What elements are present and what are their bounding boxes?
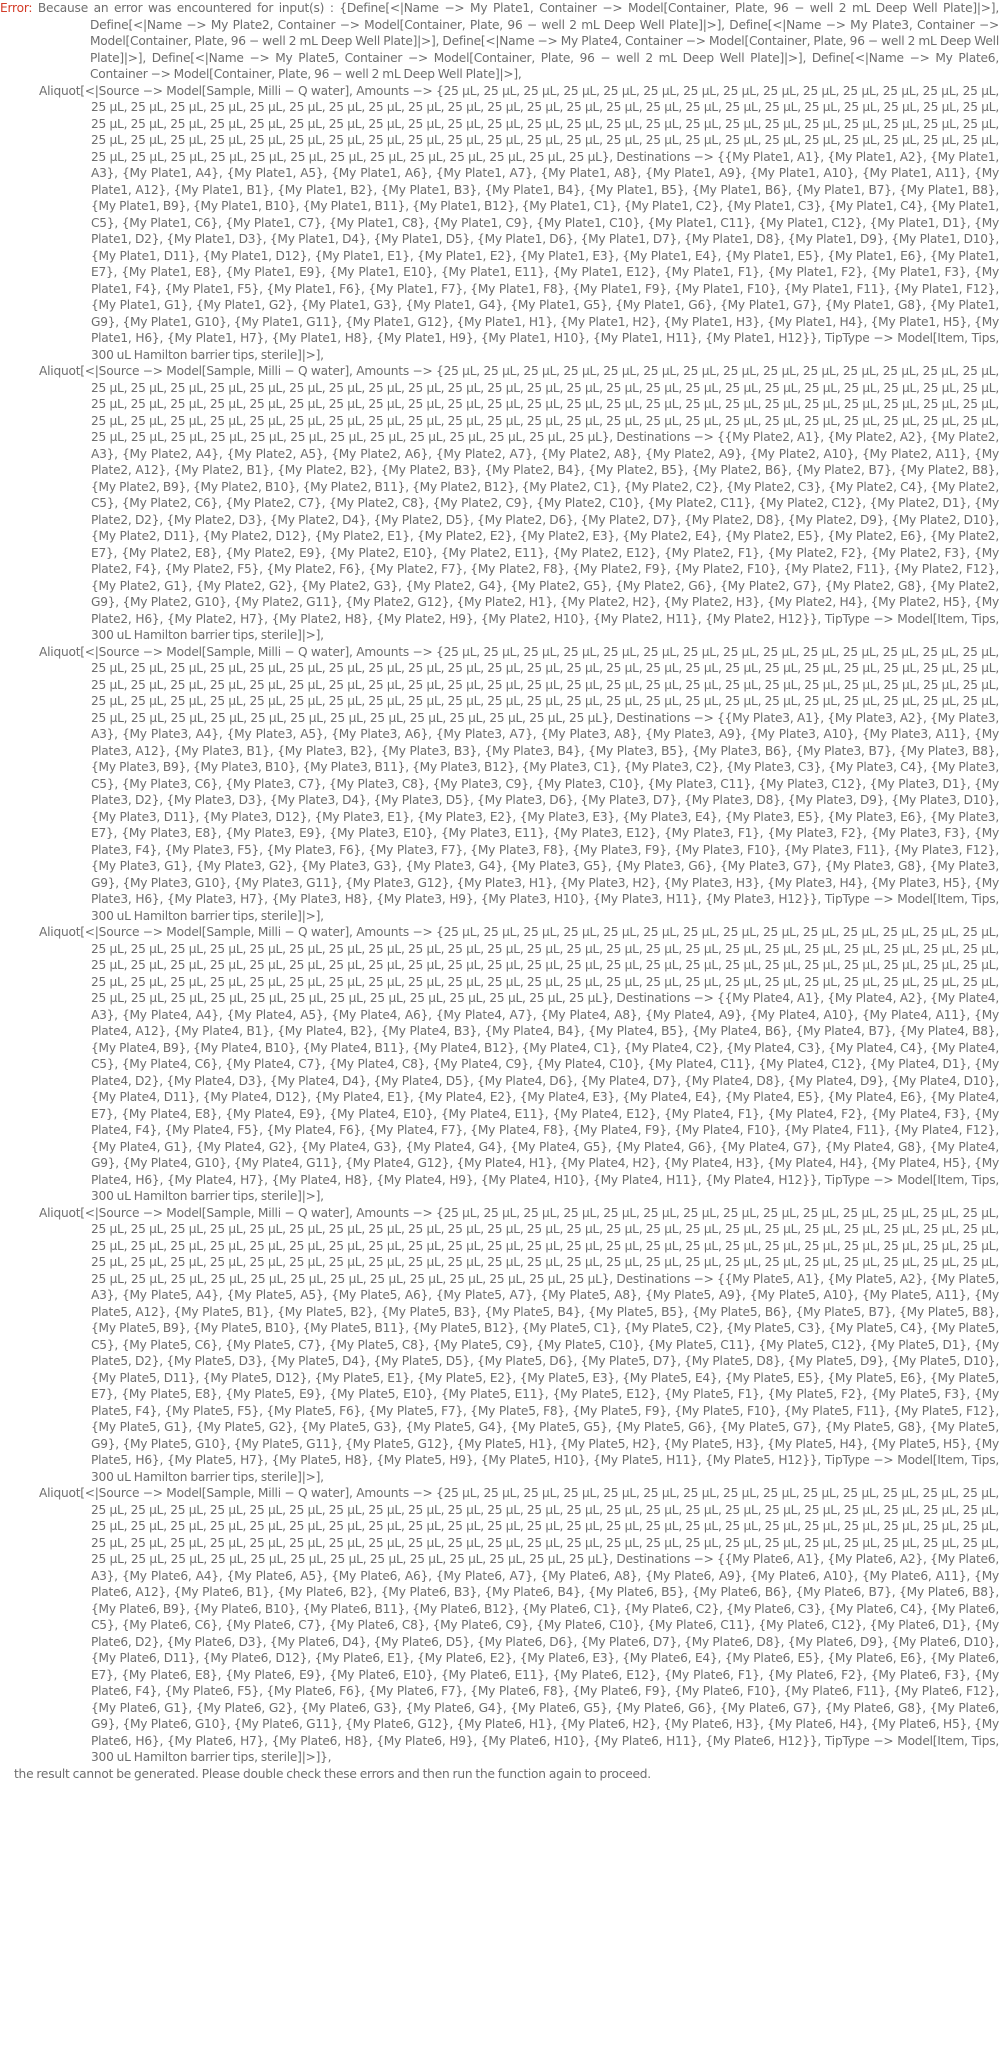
aliquot-primitive: Aliquot[<|Source −> Model[Sample, Milli − Q water], Amounts −> {25 μL, 25 μL, 25 μL, 25 μL, 25 μL, 25 μL, 25 μL, 25 μL, 25 μL, 25 μL, 25 μL, 25 μL, 25 μL, 25 μL, 25 μL, 25 μL, 25 μL, 25 μL, 25 μL, 25 μL, 25 μL, 25 μL, 25 μL, 25 μL, 25 μL, 25 μL, 25 μL, 25 μL, 25 μL, 25 μL, 25 μL, 25 μL, 25 μL, 25 μL, 25 μL, 25 μL, 25 μL, 25 μL, 25 μL, 25 μL, 25 μL, 25 μL, 25 μL, 25 μL, 25 μL, 25 μL, 25 μL, 25 μL, 25 μL, 25 μL, 25 μL, 25 μL, 25 μL, 25 μL, 25 μL, 25 μL, 25 μL, 25 μL, 25 μL, 25 μL, 25 μL, 25 μL, 25 μL, 25 μL, 25 μL, 25 μL, 25 μL, 25 μL, 25 μL, 25 μL, 25 μL, 25 μL, 25 μL, 25 μL, 25 μL, 25 μL, 25 μL, 25 μL, 25 μL, 25 μL, 25 μL, 25 μL, 25 μL, 25 μL, 25 μL, 25 μL, 25 μL, 25 μL, 25 μL, 25 μL, 25 μL, 25 μL, 25 μL, 25 μL, 25 μL, 25 μL}, Destinations −> {{My Plate3, A1}, {My Plate3, A2}, {My Plate3, A3}, {My Plate3, A4}, {My Plate3, A5}, {My Plate3, A6}, {My Plate3, A7}, {My Plate3, A8}, {My Plate3, A9}, {My Plate3, A10}, {My Plate3, A11}, {My Plate3, A12}, {My Plate3, B1}, {My Plate3, B2}, {My Plate3, B3}, {My Plate3, B4}, {My Plate3, B5}, {My Plate3, B6}, {My Plate3, B7}, {My Plate3, B8}, {My Plate3, B9}, {My Plate3, B10}, {My Plate3, B11}, {My Plate3, B12}, {My Plate3, C1}, {My Plate3, C2}, {My Plate3, C3}, {My Plate3, C4}, {My Plate3, C5}, {My Plate3, C6}, {My Plate3, C7}, {My Plate3, C8}, {My Plate3, C9}, {My Plate3, C10}, {My Plate3, C11}, {My Plate3, C12}, {My Plate3, D1}, {My Plate3, D2}, {My Plate3, D3}, {My Plate3, D4}, {My Plate3, D5}, {My Plate3, D6}, {My Plate3, D7}, {My Plate3, D8}, {My Plate3, D9}, {My Plate3, D10}, {My Plate3, D11}, {My Plate3, D12}, {My Plate3, E1}, {My Plate3, E2}, {My Plate3, E3}, {My Plate3, E4}, {My Plate3, E5}, {My Plate3, E6}, {My Plate3, E7}, {My Plate3, E8}, {My Plate3, E9}, {My Plate3, E10}, {My Plate3, E11}, {My Plate3, E12}, {My Plate3, F1}, {My Plate3, F2}, {My Plate3, F3}, {My Plate3, F4}, {My Plate3, F5}, {My Plate3, F6}, {My Plate3, F7}, {My Plate3, F8}, {My Plate3, F9}, {My Plate3, F10}, {My Plate3, F11}, {My Plate3, F12}, {My Plate3, G1}, {My Plate3, G2}, {My Plate3, G3}, {My Plate3, G4}, {My Plate3, G5}, {My Plate3, G6}, {My Plate3, G7}, {My Plate3, G8}, {My Plate3, G9}, {My Plate3, G10}, {My Plate3, G11}, {My Plate3, G12}, {My Plate3, H1}, {My Plate3, H2}, {My Plate3, H3}, {My Plate3, H4}, {My Plate3, H5}, {My Plate3, H6}, {My Plate3, H7}, {My Plate3, H8}, {My Plate3, H9}, {My Plate3, H10}, {My Plate3, H11}, {My Plate3, H12}}, TipType −> Model[Item, Tips, 300 uL Hamilton barrier tips, sterile]|>], — [39, 644, 999, 923]
error-label: Error: — [0, 1, 33, 15]
aliquot-primitive: Aliquot[<|Source −> Model[Sample, Milli − Q water], Amounts −> {25 μL, 25 μL, 25 μL, 25 μL, 25 μL, 25 μL, 25 μL, 25 μL, 25 μL, 25 μL, 25 μL, 25 μL, 25 μL, 25 μL, 25 μL, 25 μL, 25 μL, 25 μL, 25 μL, 25 μL, 25 μL, 25 μL, 25 μL, 25 μL, 25 μL, 25 μL, 25 μL, 25 μL, 25 μL, 25 μL, 25 μL, 25 μL, 25 μL, 25 μL, 25 μL, 25 μL, 25 μL, 25 μL, 25 μL, 25 μL, 25 μL, 25 μL, 25 μL, 25 μL, 25 μL, 25 μL, 25 μL, 25 μL, 25 μL, 25 μL, 25 μL, 25 μL, 25 μL, 25 μL, 25 μL, 25 μL, 25 μL, 25 μL, 25 μL, 25 μL, 25 μL, 25 μL, 25 μL, 25 μL, 25 μL, 25 μL, 25 μL, 25 μL, 25 μL, 25 μL, 25 μL, 25 μL, 25 μL, 25 μL, 25 μL, 25 μL, 25 μL, 25 μL, 25 μL, 25 μL, 25 μL, 25 μL, 25 μL, 25 μL, 25 μL, 25 μL, 25 μL, 25 μL, 25 μL, 25 μL, 25 μL, 25 μL, 25 μL, 25 μL, 25 μL, 25 μL}, Destinations −> {{My Plate5, A1}, {My Plate5, A2}, {My Plate5, A3}, {My Plate5, A4}, {My Plate5, A5}, {My Plate5, A6}, {My Plate5, A7}, {My Plate5, A8}, {My Plate5, A9}, {My Plate5, A10}, {My Plate5, A11}, {My Plate5, A12}, {My Plate5, B1}, {My Plate5, B2}, {My Plate5, B3}, {My Plate5, B4}, {My Plate5, B5}, {My Plate5, B6}, {My Plate5, B7}, {My Plate5, B8}, {My Plate5, B9}, {My Plate5, B10}, {My Plate5, B11}, {My Plate5, B12}, {My Plate5, C1}, {My Plate5, C2}, {My Plate5, C3}, {My Plate5, C4}, {My Plate5, C5}, {My Plate5, C6}, {My Plate5, C7}, {My Plate5, C8}, {My Plate5, C9}, {My Plate5, C10}, {My Plate5, C11}, {My Plate5, C12}, {My Plate5, D1}, {My Plate5, D2}, {My Plate5, D3}, {My Plate5, D4}, {My Plate5, D5}, {My Plate5, D6}, {My Plate5, D7}, {My Plate5, D8}, {My Plate5, D9}, {My Plate5, D10}, {My Plate5, D11}, {My Plate5, D12}, {My Plate5, E1}, {My Plate5, E2}, {My Plate5, E3}, {My Plate5, E4}, {My Plate5, E5}, {My Plate5, E6}, {My Plate5, E7}, {My Plate5, E8}, {My Plate5, E9}, {My Plate5, E10}, {My Plate5, E11}, {My Plate5, E12}, {My Plate5, F1}, {My Plate5, F2}, {My Plate5, F3}, {My Plate5, F4}, {My Plate5, F5}, {My Plate5, F6}, {My Plate5, F7}, {My Plate5, F8}, {My Plate5, F9}, {My Plate5, F10}, {My Plate5, F11}, {My Plate5, F12}, {My Plate5, G1}, {My Plate5, G2}, {My Plate5, G3}, {My Plate5, G4}, {My Plate5, G5}, {My Plate5, G6}, {My Plate5, G7}, {My Plate5, G8}, {My Plate5, G9}, {My Plate5, G10}, {My Plate5, G11}, {My Plate5, G12}, {My Plate5, H1}, {My Plate5, H2}, {My Plate5, H3}, {My Plate5, H4}, {My Plate5, H5}, {My Plate5, H6}, {My Plate5, H7}, {My Plate5, H8}, {My Plate5, H9}, {My Plate5, H10}, {My Plate5, H11}, {My Plate5, H12}}, TipType −> Model[Item, Tips, 300 uL Hamilton barrier tips, sterile]|>], — [39, 1205, 999, 1484]
aliquot-primitive: Aliquot[<|Source −> Model[Sample, Milli − Q water], Amounts −> {25 μL, 25 μL, 25 μL, 25 μL, 25 μL, 25 μL, 25 μL, 25 μL, 25 μL, 25 μL, 25 μL, 25 μL, 25 μL, 25 μL, 25 μL, 25 μL, 25 μL, 25 μL, 25 μL, 25 μL, 25 μL, 25 μL, 25 μL, 25 μL, 25 μL, 25 μL, 25 μL, 25 μL, 25 μL, 25 μL, 25 μL, 25 μL, 25 μL, 25 μL, 25 μL, 25 μL, 25 μL, 25 μL, 25 μL, 25 μL, 25 μL, 25 μL, 25 μL, 25 μL, 25 μL, 25 μL, 25 μL, 25 μL, 25 μL, 25 μL, 25 μL, 25 μL, 25 μL, 25 μL, 25 μL, 25 μL, 25 μL, 25 μL, 25 μL, 25 μL, 25 μL, 25 μL, 25 μL, 25 μL, 25 μL, 25 μL, 25 μL, 25 μL, 25 μL, 25 μL, 25 μL, 25 μL, 25 μL, 25 μL, 25 μL, 25 μL, 25 μL, 25 μL, 25 μL, 25 μL, 25 μL, 25 μL, 25 μL, 25 μL, 25 μL, 25 μL, 25 μL, 25 μL, 25 μL, 25 μL, 25 μL, 25 μL, 25 μL, 25 μL, 25 μL, 25 μL}, Destinations −> {{My Plate1, A1}, {My Plate1, A2}, {My Plate1, A3}, {My Plate1, A4}, {My Plate1, A5}, {My Plate1, A6}, {My Plate1, A7}, {My Plate1, A8}, {My Plate1, A9}, {My Plate1, A10}, {My Plate1, A11}, {My Plate1, A12}, {My Plate1, B1}, {My Plate1, B2}, {My Plate1, B3}, {My Plate1, B4}, {My Plate1, B5}, {My Plate1, B6}, {My Plate1, B7}, {My Plate1, B8}, {My Plate1, B9}, {My Plate1, B10}, {My Plate1, B11}, {My Plate1, B12}, {My Plate1, C1}, {My Plate1, C2}, {My Plate1, C3}, {My Plate1, C4}, {My Plate1, C5}, {My Plate1, C6}, {My Plate1, C7}, {My Plate1, C8}, {My Plate1, C9}, {My Plate1, C10}, {My Plate1, C11}, {My Plate1, C12}, {My Plate1, D1}, {My Plate1, D2}, {My Plate1, D3}, {My Plate1, D4}, {My Plate1, D5}, {My Plate1, D6}, {My Plate1, D7}, {My Plate1, D8}, {My Plate1, D9}, {My Plate1, D10}, {My Plate1, D11}, {My Plate1, D12}, {My Plate1, E1}, {My Plate1, E2}, {My Plate1, E3}, {My Plate1, E4}, {My Plate1, E5}, {My Plate1, E6}, {My Plate1, E7}, {My Plate1, E8}, {My Plate1, E9}, {My Plate1, E10}, {My Plate1, E11}, {My Plate1, E12}, {My Plate1, F1}, {My Plate1, F2}, {My Plate1, F3}, {My Plate1, F4}, {My Plate1, F5}, {My Plate1, F6}, {My Plate1, F7}, {My Plate1, F8}, {My Plate1, F9}, {My Plate1, F10}, {My Plate1, F11}, {My Plate1, F12}, {My Plate1, G1}, {My Plate1, G2}, {My Plate1, G3}, {My Plate1, G4}, {My Plate1, G5}, {My Plate1, G6}, {My Plate1, G7}, {My Plate1, G8}, {My Plate1, G9}, {My Plate1, G10}, {My Plate1, G11}, {My Plate1, G12}, {My Plate1, H1}, {My Plate1, H2}, {My Plate1, H3}, {My Plate1, H4}, {My Plate1, H5}, {My Plate1, H6}, {My Plate1, H7}, {My Plate1, H8}, {My Plate1, H9}, {My Plate1, H10}, {My Plate1, H11}, {My Plate1, H12}}, TipType −> Model[Item, Tips, 300 uL Hamilton barrier tips, sterile]|>], — [39, 83, 999, 362]
aliquot-primitive: Aliquot[<|Source −> Model[Sample, Milli − Q water], Amounts −> {25 μL, 25 μL, 25 μL, 25 μL, 25 μL, 25 μL, 25 μL, 25 μL, 25 μL, 25 μL, 25 μL, 25 μL, 25 μL, 25 μL, 25 μL, 25 μL, 25 μL, 25 μL, 25 μL, 25 μL, 25 μL, 25 μL, 25 μL, 25 μL, 25 μL, 25 μL, 25 μL, 25 μL, 25 μL, 25 μL, 25 μL, 25 μL, 25 μL, 25 μL, 25 μL, 25 μL, 25 μL, 25 μL, 25 μL, 25 μL, 25 μL, 25 μL, 25 μL, 25 μL, 25 μL, 25 μL, 25 μL, 25 μL, 25 μL, 25 μL, 25 μL, 25 μL, 25 μL, 25 μL, 25 μL, 25 μL, 25 μL, 25 μL, 25 μL, 25 μL, 25 μL, 25 μL, 25 μL, 25 μL, 25 μL, 25 μL, 25 μL, 25 μL, 25 μL, 25 μL, 25 μL, 25 μL, 25 μL, 25 μL, 25 μL, 25 μL, 25 μL, 25 μL, 25 μL, 25 μL, 25 μL, 25 μL, 25 μL, 25 μL, 25 μL, 25 μL, 25 μL, 25 μL, 25 μL, 25 μL, 25 μL, 25 μL, 25 μL, 25 μL, 25 μL, 25 μL}, Destinations −> {{My Plate6, A1}, {My Plate6, A2}, {My Plate6, A3}, {My Plate6, A4}, {My Plate6, A5}, {My Plate6, A6}, {My Plate6, A7}, {My Plate6, A8}, {My Plate6, A9}, {My Plate6, A10}, {My Plate6, A11}, {My Plate6, A12}, {My Plate6, B1}, {My Plate6, B2}, {My Plate6, B3}, {My Plate6, B4}, {My Plate6, B5}, {My Plate6, B6}, {My Plate6, B7}, {My Plate6, B8}, {My Plate6, B9}, {My Plate6, B10}, {My Plate6, B11}, {My Plate6, B12}, {My Plate6, C1}, {My Plate6, C2}, {My Plate6, C3}, {My Plate6, C4}, {My Plate6, C5}, {My Plate6, C6}, {My Plate6, C7}, {My Plate6, C8}, {My Plate6, C9}, {My Plate6, C10}, {My Plate6, C11}, {My Plate6, C12}, {My Plate6, D1}, {My Plate6, D2}, {My Plate6, D3}, {My Plate6, D4}, {My Plate6, D5}, {My Plate6, D6}, {My Plate6, D7}, {My Plate6, D8}, {My Plate6, D9}, {My Plate6, D10}, {My Plate6, D11}, {My Plate6, D12}, {My Plate6, E1}, {My Plate6, E2}, {My Plate6, E3}, {My Plate6, E4}, {My Plate6, E5}, {My Plate6, E6}, {My Plate6, E7}, {My Plate6, E8}, {My Plate6, E9}, {My Plate6, E10}, {My Plate6, E11}, {My Plate6, E12}, {My Plate6, F1}, {My Plate6, F2}, {My Plate6, F3}, {My Plate6, F4}, {My Plate6, F5}, {My Plate6, F6}, {My Plate6, F7}, {My Plate6, F8}, {My Plate6, F9}, {My Plate6, F10}, {My Plate6, F11}, {My Plate6, F12}, {My Plate6, G1}, {My Plate6, G2}, {My Plate6, G3}, {My Plate6, G4}, {My Plate6, G5}, {My Plate6, G6}, {My Plate6, G7}, {My Plate6, G8}, {My Plate6, G9}, {My Plate6, G10}, {My Plate6, G11}, {My Plate6, G12}, {My Plate6, H1}, {My Plate6, H2}, {My Plate6, H3}, {My Plate6, H4}, {My Plate6, H5}, {My Plate6, H6}, {My Plate6, H7}, {My Plate6, H8}, {My Plate6, H9}, {My Plate6, H10}, {My Plate6, H11}, {My Plate6, H12}}, TipType −> Model[Item, Tips, 300 uL Hamilton barrier tips, sterile]|>]}, — [39, 1486, 999, 1764]
aliquot-primitive: Aliquot[<|Source −> Model[Sample, Milli − Q water], Amounts −> {25 μL, 25 μL, 25 μL, 25 μL, 25 μL, 25 μL, 25 μL, 25 μL, 25 μL, 25 μL, 25 μL, 25 μL, 25 μL, 25 μL, 25 μL, 25 μL, 25 μL, 25 μL, 25 μL, 25 μL, 25 μL, 25 μL, 25 μL, 25 μL, 25 μL, 25 μL, 25 μL, 25 μL, 25 μL, 25 μL, 25 μL, 25 μL, 25 μL, 25 μL, 25 μL, 25 μL, 25 μL, 25 μL, 25 μL, 25 μL, 25 μL, 25 μL, 25 μL, 25 μL, 25 μL, 25 μL, 25 μL, 25 μL, 25 μL, 25 μL, 25 μL, 25 μL, 25 μL, 25 μL, 25 μL, 25 μL, 25 μL, 25 μL, 25 μL, 25 μL, 25 μL, 25 μL, 25 μL, 25 μL, 25 μL, 25 μL, 25 μL, 25 μL, 25 μL, 25 μL, 25 μL, 25 μL, 25 μL, 25 μL, 25 μL, 25 μL, 25 μL, 25 μL, 25 μL, 25 μL, 25 μL, 25 μL, 25 μL, 25 μL, 25 μL, 25 μL, 25 μL, 25 μL, 25 μL, 25 μL, 25 μL, 25 μL, 25 μL, 25 μL, 25 μL, 25 μL}, Destinations −> {{My Plate2, A1}, {My Plate2, A2}, {My Plate2, A3}, {My Plate2, A4}, {My Plate2, A5}, {My Plate2, A6}, {My Plate2, A7}, {My Plate2, A8}, {My Plate2, A9}, {My Plate2, A10}, {My Plate2, A11}, {My Plate2, A12}, {My Plate2, B1}, {My Plate2, B2}, {My Plate2, B3}, {My Plate2, B4}, {My Plate2, B5}, {My Plate2, B6}, {My Plate2, B7}, {My Plate2, B8}, {My Plate2, B9}, {My Plate2, B10}, {My Plate2, B11}, {My Plate2, B12}, {My Plate2, C1}, {My Plate2, C2}, {My Plate2, C3}, {My Plate2, C4}, {My Plate2, C5}, {My Plate2, C6}, {My Plate2, C7}, {My Plate2, C8}, {My Plate2, C9}, {My Plate2, C10}, {My Plate2, C11}, {My Plate2, C12}, {My Plate2, D1}, {My Plate2, D2}, {My Plate2, D3}, {My Plate2, D4}, {My Plate2, D5}, {My Plate2, D6}, {My Plate2, D7}, {My Plate2, D8}, {My Plate2, D9}, {My Plate2, D10}, {My Plate2, D11}, {My Plate2, D12}, {My Plate2, E1}, {My Plate2, E2}, {My Plate2, E3}, {My Plate2, E4}, {My Plate2, E5}, {My Plate2, E6}, {My Plate2, E7}, {My Plate2, E8}, {My Plate2, E9}, {My Plate2, E10}, {My Plate2, E11}, {My Plate2, E12}, {My Plate2, F1}, {My Plate2, F2}, {My Plate2, F3}, {My Plate2, F4}, {My Plate2, F5}, {My Plate2, F6}, {My Plate2, F7}, {My Plate2, F8}, {My Plate2, F9}, {My Plate2, F10}, {My Plate2, F11}, {My Plate2, F12}, {My Plate2, G1}, {My Plate2, G2}, {My Plate2, G3}, {My Plate2, G4}, {My Plate2, G5}, {My Plate2, G6}, {My Plate2, G7}, {My Plate2, G8}, {My Plate2, G9}, {My Plate2, G10}, {My Plate2, G11}, {My Plate2, G12}, {My Plate2, H1}, {My Plate2, H2}, {My Plate2, H3}, {My Plate2, H4}, {My Plate2, H5}, {My Plate2, H6}, {My Plate2, H7}, {My Plate2, H8}, {My Plate2, H9}, {My Plate2, H10}, {My Plate2, H11}, {My Plate2, H12}}, TipType −> Model[Item, Tips, 300 uL Hamilton barrier tips, sterile]|>], — [39, 364, 999, 642]
error-header — [0, 0, 999, 83]
aliquot-primitive: Aliquot[<|Source −> Model[Sample, Milli − Q water], Amounts −> {25 μL, 25 μL, 25 μL, 25 μL, 25 μL, 25 μL, 25 μL, 25 μL, 25 μL, 25 μL, 25 μL, 25 μL, 25 μL, 25 μL, 25 μL, 25 μL, 25 μL, 25 μL, 25 μL, 25 μL, 25 μL, 25 μL, 25 μL, 25 μL, 25 μL, 25 μL, 25 μL, 25 μL, 25 μL, 25 μL, 25 μL, 25 μL, 25 μL, 25 μL, 25 μL, 25 μL, 25 μL, 25 μL, 25 μL, 25 μL, 25 μL, 25 μL, 25 μL, 25 μL, 25 μL, 25 μL, 25 μL, 25 μL, 25 μL, 25 μL, 25 μL, 25 μL, 25 μL, 25 μL, 25 μL, 25 μL, 25 μL, 25 μL, 25 μL, 25 μL, 25 μL, 25 μL, 25 μL, 25 μL, 25 μL, 25 μL, 25 μL, 25 μL, 25 μL, 25 μL, 25 μL, 25 μL, 25 μL, 25 μL, 25 μL, 25 μL, 25 μL, 25 μL, 25 μL, 25 μL, 25 μL, 25 μL, 25 μL, 25 μL, 25 μL, 25 μL, 25 μL, 25 μL, 25 μL, 25 μL, 25 μL, 25 μL, 25 μL, 25 μL, 25 μL, 25 μL}, Destinations −> {{My Plate4, A1}, {My Plate4, A2}, {My Plate4, A3}, {My Plate4, A4}, {My Plate4, A5}, {My Plate4, A6}, {My Plate4, A7}, {My Plate4, A8}, {My Plate4, A9}, {My Plate4, A10}, {My Plate4, A11}, {My Plate4, A12}, {My Plate4, B1}, {My Plate4, B2}, {My Plate4, B3}, {My Plate4, B4}, {My Plate4, B5}, {My Plate4, B6}, {My Plate4, B7}, {My Plate4, B8}, {My Plate4, B9}, {My Plate4, B10}, {My Plate4, B11}, {My Plate4, B12}, {My Plate4, C1}, {My Plate4, C2}, {My Plate4, C3}, {My Plate4, C4}, {My Plate4, C5}, {My Plate4, C6}, {My Plate4, C7}, {My Plate4, C8}, {My Plate4, C9}, {My Plate4, C10}, {My Plate4, C11}, {My Plate4, C12}, {My Plate4, D1}, {My Plate4, D2}, {My Plate4, D3}, {My Plate4, D4}, {My Plate4, D5}, {My Plate4, D6}, {My Plate4, D7}, {My Plate4, D8}, {My Plate4, D9}, {My Plate4, D10}, {My Plate4, D11}, {My Plate4, D12}, {My Plate4, E1}, {My Plate4, E2}, {My Plate4, E3}, {My Plate4, E4}, {My Plate4, E5}, {My Plate4, E6}, {My Plate4, E7}, {My Plate4, E8}, {My Plate4, E9}, {My Plate4, E10}, {My Plate4, E11}, {My Plate4, E12}, {My Plate4, F1}, {My Plate4, F2}, {My Plate4, F3}, {My Plate4, F4}, {My Plate4, F5}, {My Plate4, F6}, {My Plate4, F7}, {My Plate4, F8}, {My Plate4, F9}, {My Plate4, F10}, {My Plate4, F11}, {My Plate4, F12}, {My Plate4, G1}, {My Plate4, G2}, {My Plate4, G3}, {My Plate4, G4}, {My Plate4, G5}, {My Plate4, G6}, {My Plate4, G7}, {My Plate4, G8}, {My Plate4, G9}, {My Plate4, G10}, {My Plate4, G11}, {My Plate4, G12}, {My Plate4, H1}, {My Plate4, H2}, {My Plate4, H3}, {My Plate4, H4}, {My Plate4, H5}, {My Plate4, H6}, {My Plate4, H7}, {My Plate4, H8}, {My Plate4, H9}, {My Plate4, H10}, {My Plate4, H11}, {My Plate4, H12}}, TipType −> Model[Item, Tips, 300 uL Hamilton barrier tips, sterile]|>], — [39, 925, 999, 1203]
error-footer: the result cannot be generated. Please double check these errors and then run the function again to proceed. — [14, 1766, 651, 1781]
error-header-text: Because an error was encountered for input(s) : {Define[<|Name −> My Plate1, Container −> Model[Container, Plate, 96 − well 2 mL Deep Well Plate]|>], Define[<|Name −> My Plate2, Container −> Model[Container, Plate, 96 − well 2 mL Deep Well Plate]|>], Define[<|Name −> My Plate3, Container −> Model[Container, Plate, 96 − well 2 mL Deep Well Plate]|>], Define[<|Name −> My Plate4, Container −> Model[Container, Plate, 96 − well 2 mL Deep Well Plate]|>], Define[<|Name −> My Plate5, Container −> Model[Container, Plate, 96 − well 2 mL Deep Well Plate]|>], Define[<|Name −> My Plate6, Container −> Model[Container, Plate, 96 − well 2 mL Deep Well Plate]|>], — [37, 1, 999, 81]
